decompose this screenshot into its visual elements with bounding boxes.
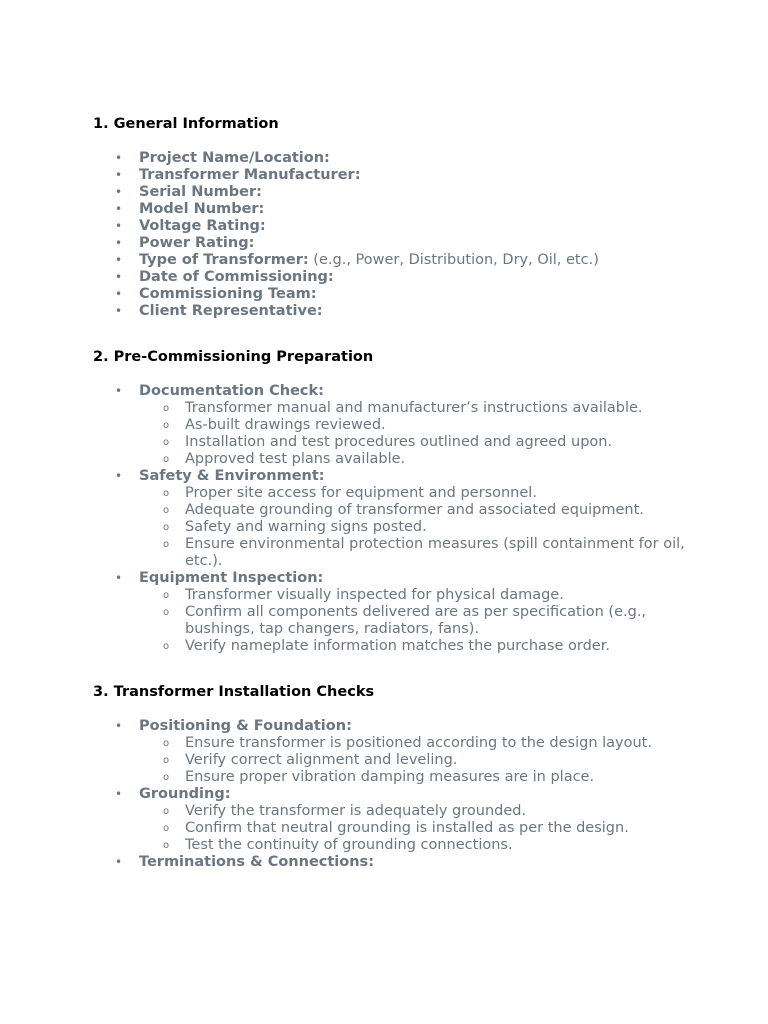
item-label: Client Representative:	[139, 303, 323, 319]
section-general-information	[93, 116, 693, 320]
item-label: Project Name/Location:	[139, 150, 330, 166]
list-item	[93, 570, 693, 655]
item-label: Type of Transformer:	[139, 252, 309, 268]
sub-list	[139, 587, 693, 655]
list-item	[93, 468, 693, 570]
item-label: Equipment Inspection:	[139, 570, 324, 586]
list-item	[93, 218, 693, 235]
list-item	[93, 286, 693, 303]
item-label: Documentation Check:	[139, 383, 324, 399]
list-item	[93, 303, 693, 320]
sub-list-item: o Ensure environmental protection measures (spill containment for oil, etc.).	[139, 536, 693, 570]
list-item	[93, 269, 693, 286]
list-item	[93, 854, 693, 871]
section-heading: 2. Pre-Commissioning Preparation	[93, 349, 374, 365]
sub-list-item: o Confirm that neutral grounding is installed as per the design.	[139, 820, 693, 837]
sub-list-item: o Adequate grounding of transformer and associated equipment.	[139, 502, 693, 519]
item-label: Transformer Manufacturer:	[139, 167, 361, 183]
sub-list-item: o Test the continuity of grounding connections.	[139, 837, 693, 854]
sub-list-item: o Ensure transformer is positioned according to the design layout.	[139, 735, 693, 752]
sub-list-item: o Safety and warning signs posted.	[139, 519, 693, 536]
item-label: Model Number:	[139, 201, 265, 217]
list-item	[93, 150, 693, 167]
item-label: Voltage Rating:	[139, 218, 266, 234]
item-label: Positioning & Foundation:	[139, 718, 352, 734]
sub-list	[139, 803, 693, 854]
sub-list-item: o As-built drawings reviewed.	[139, 417, 693, 434]
item-label: Safety & Environment:	[139, 468, 325, 484]
list-item	[93, 383, 693, 468]
sub-list-item: o Verify correct alignment and leveling.	[139, 752, 693, 769]
list-item	[93, 786, 693, 854]
sub-list-item: o Installation and test procedures outlined and agreed upon.	[139, 434, 693, 451]
list-item	[93, 252, 693, 269]
sub-list-item: o Verify the transformer is adequately grounded.	[139, 803, 693, 820]
list-item	[93, 718, 693, 786]
sub-list	[139, 400, 693, 468]
list-item	[93, 201, 693, 218]
sub-list-item: o Ensure proper vibration damping measures are in place.	[139, 769, 693, 786]
item-label: Power Rating:	[139, 235, 255, 251]
sub-list-item: o Approved test plans available.	[139, 451, 693, 468]
list-item	[93, 235, 693, 252]
item-label: Serial Number:	[139, 184, 262, 200]
sub-list	[139, 485, 693, 570]
pre-commissioning-list	[93, 383, 693, 655]
item-label: Commissioning Team:	[139, 286, 317, 302]
sub-list-item: o Proper site access for equipment and personnel.	[139, 485, 693, 502]
item-label: Grounding:	[139, 786, 231, 802]
item-description: (e.g., Power, Distribution, Dry, Oil, etc.)	[308, 252, 599, 268]
general-info-list	[93, 150, 693, 320]
sub-list-item: o Verify nameplate information matches the purchase order.	[139, 638, 693, 655]
item-label: Terminations & Connections:	[139, 854, 374, 870]
section-heading: 3. Transformer Installation Checks	[93, 684, 375, 700]
sub-list	[139, 735, 693, 786]
installation-checks-list	[93, 718, 693, 871]
sub-list-item: o Transformer visually inspected for physical damage.	[139, 587, 693, 604]
list-item	[93, 167, 693, 184]
section-heading: 1. General Information	[93, 116, 279, 132]
list-item	[93, 184, 693, 201]
sub-list-item: o Confirm all components delivered are as per specification (e.g., bushings, tap changers, radiators, fans).	[139, 604, 693, 638]
sub-list-item: o Transformer manual and manufacturer’s instructions available.	[139, 400, 693, 417]
section-installation-checks	[93, 684, 693, 871]
item-label: Date of Commissioning:	[139, 269, 334, 285]
section-pre-commissioning	[93, 349, 693, 655]
document-page	[93, 116, 693, 871]
